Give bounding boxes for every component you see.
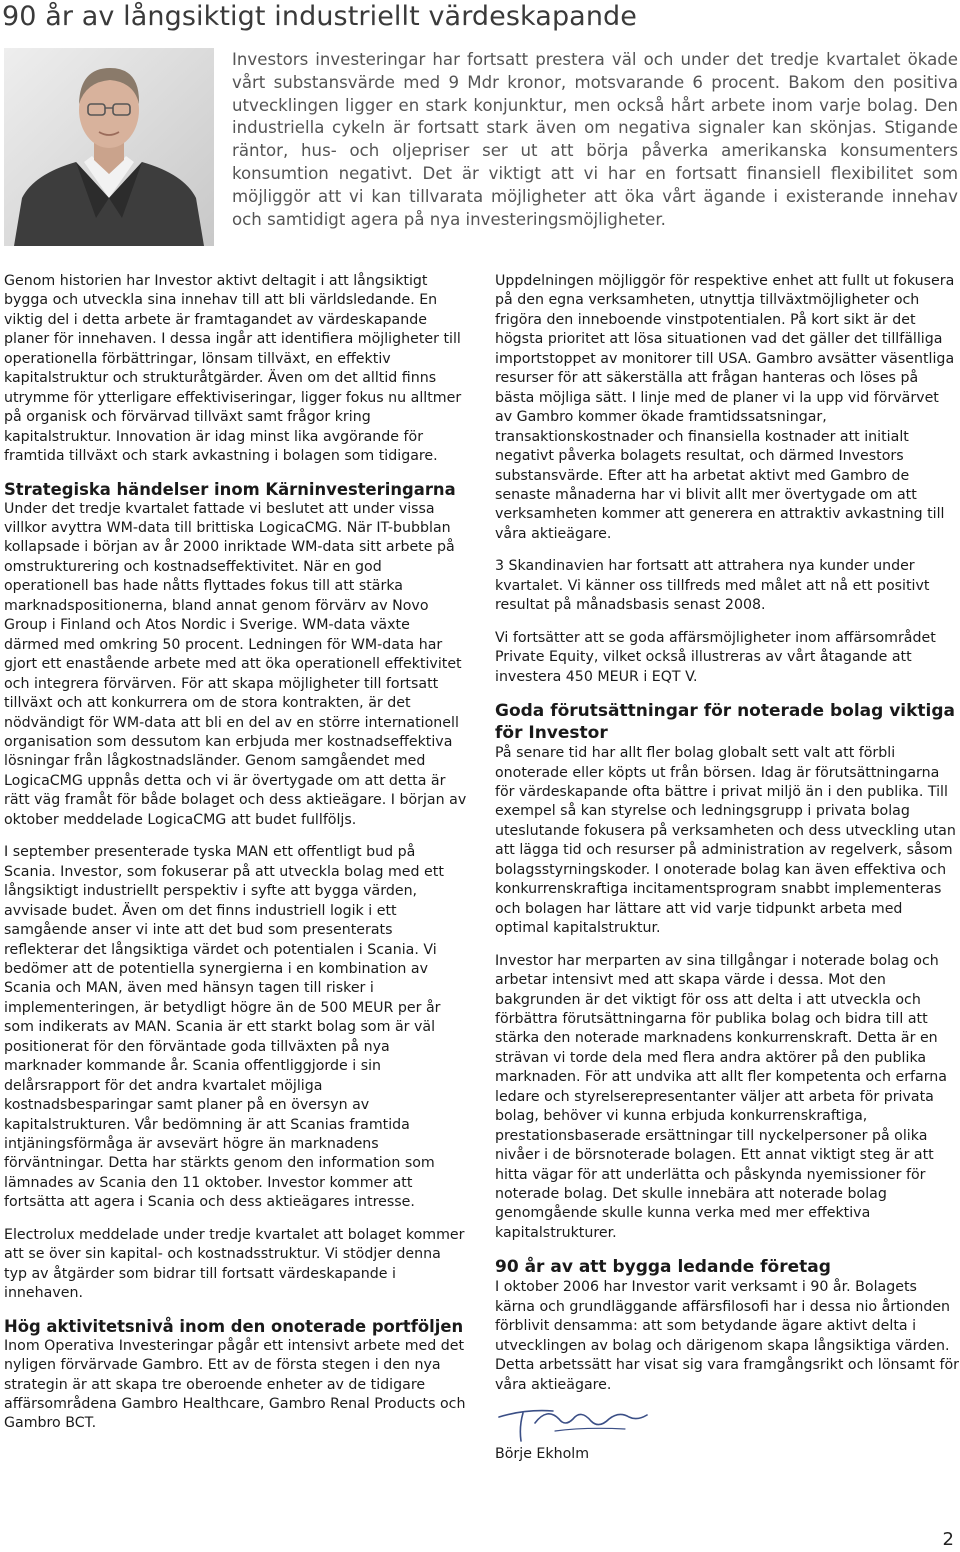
paragraph: 3 Skandinavien har fortsatt att attrahera nya kunder under kvartalet. Vi känner oss tillfreds med målet att nå ett positivt resultat på månadsbasis senast 2008. (495, 558, 930, 614)
paragraph: På senare tid har allt fler bolag globalt sett valt att förbli onoterade eller köpts ut från börsen. Idag är förutsättningarna för värdeskapande ofta bättre i privat miljö än i den publika. Till exempel så kan styrelse och ledningsgrupp i privata bolag uteslutande fokusera på verksamheten och dess utveckling utan att lägga tid och resurser på administration av regelverk, såsom bolagsstyrningskoder. I onoterade bolag kan även effektiva och konkurrenskraftiga incitamentsprogram snabbt implementeras och bolagen har lättare att vid varje tidpunkt arbeta med optimal kapitalstruktur. (495, 745, 956, 937)
paragraph: Investor har merparten av sina tillgångar i noterade bolag och arbetar intensivt med att skapa värde i dessa. Mot den bakgrunden är det viktigt för oss att delta i att utveckla och förbättra förutsättningarna för publika bolag och bidra till att stärka den noterade marknadens konkurrenskraft. Detta är en strävan vi torde dela med flera andra aktörer på den publika marknaden. För att undvika att allt fler kompetenta och erfarna ledare och styrelserepresentanter väljer att arbeta för privata bolag, behöver vi kunna erbjuda konkurrenskraftiga, prestationsbaserade ersättningar till nyckelpersoner på olika nivåer i de börsnoterade bolagen. Ett annat viktigt steg är att hitta vägar för att underlätta och påskynda nyemissioner för noterade bolag. Det skulle innebära att noterade bolag genomgående skulle kunna verka med mer effektiva kapitalstrukturer. (495, 952, 947, 1241)
paragraph: I oktober 2006 har Investor varit verksamt i 90 år. Bolagets kärna och grundläggande affärsfilosofi har i dessa nio årtionden förblivit densamma: att som betydande ägare aktivt delta i utvecklingen av bolag och därigenom skapa långsiktiga värden. Detta arbetssätt har visat sig vara framgångsrikt och lönsamt för våra aktieägare. (495, 1279, 959, 1393)
paragraph: Vi fortsätter att se goda affärsmöjligheter inom affärsområdet Private Equity, vilket också illustreras av vårt åtagande att investera 450 MEUR i EQT V. (495, 629, 936, 685)
intro-text: Investors investeringar har fortsatt prestera väl och under det tredje kvartalet ökade vårt substansvärde med 9 Mdr kronor, motsvarande 6 procent. Bakom den positiva utvecklingen ligger en stark konjunktur, men också hårt arbete inom varje bolag. Den industriella cykeln är fortsatt stark även om negativa signaler kan skönjas. Stigande räntor, hus- och oljepriser ser ut att börja påverka amerikanska konsumenters konsumtion negativt. Det är viktigt att vi har en fortsatt finansiell flexibilitet som möjliggör att vi kan tillvarata möjligheter att öka vårt ägande i existerande innehav och samtidigt agera på nya investeringsmöjligheter. (232, 50, 958, 229)
portrait-photo (4, 48, 214, 246)
section-heading: Strategiska händelser inom Kärninvesteringarna (4, 479, 456, 499)
left-column (4, 272, 468, 1447)
section-heading: Hög aktivitetsnivå inom den onoterade portföljen (4, 1316, 464, 1336)
page-title: 90 år av långsiktigt industriellt värdeskapande (2, 1, 637, 32)
section-heading: 90 år av att bygga ledande företag (495, 1257, 831, 1278)
right-column (495, 272, 959, 1465)
paragraph: Under det tredje kvartalet fattade vi beslutet att under vissa villkor avyttra WM-data till brittiska LogicaCMG. När IT-bubblan kollapsade i början av år 2000 inriktade WM-data sitt arbete på omstrukturering och kostnadseffektivitet. När en god operationell bas hade nåtts flyttades fokus till att stärka marknadspositionerna, bland annat genom förvärv av Novo Group i Finland och Atos Nordic i Sverige. WM-data växte därmed med omkring 50 procent. Ledningen för WM-data har gjort ett enastående arbete med att öka operationell effektivitet och integrera förvärven. För att skapa möjligheter till fortsatt tillväxt och att konkurrera om de stora kontrakten, är det nödvändigt för WM-data att bli en del av en större internationell organisation som dessutom kan erbjuda mer kostnadseffektiva lösningar från lågkostnadsländer. Genom samgåendet med LogicaCMG uppnås detta och vi är övertygade om att detta är rätt väg framåt för både bolaget och dess aktieägare. I början av oktober meddelade LogicaCMG att budet fullföljs. (4, 500, 467, 828)
paragraph: Inom Operativa Investeringar pågår ett intensivt arbete med det nyligen förvärvade Gambro. Ett av de första stegen i den nya strategin är att skapa tre oberoende enheter av de tidigare affärsområdena Gambro Healthcare, Gambro Renal Products och Gambro BCT. (4, 1337, 466, 1432)
paragraph: Uppdelningen möjliggör för respektive enhet att fullt ut fokusera på den egna verksamheten, utnyttja tillväxtmöjligheter och frigöra den inneboende vinstpotentialen. På kort sikt är det högsta prioritet att lösa situationen vad det gäller det tillfälliga importstoppet av monitorer till USA. Gambro avsätter väsentliga resurser för att säkerställa att frågan hanteras och löses på bästa möjliga sätt. I linje med de planer vi la upp vid förvärvet av Gambro kommer ökade framtidssatsningar, transaktionskostnader och finansiella kostnader att initialt negativt påverka bolagets resultat, och därmed Investors substansvärde. Efter att ha arbetat aktivt med Gambro de senaste månaderna har vi blivit allt mer övertygade om att verksamheten kommer att generera en attraktiv avkastning till våra aktieägare. (495, 273, 955, 542)
page-number: 2 (942, 1529, 954, 1550)
paragraph: I september presenterade tyska MAN ett offentligt bud på Scania. Investor, som fokuserar på att utveckla bolag med ett långsiktigt industriellt perspektiv i syfte att bygga värden, avvisade budet. Även om det finns industriell logik i ett samgående anser vi inte att det bud som presenterats reflekterar det långsiktiga värdet och potentialen i Scania. Vi bedömer att de potentiella synergierna i en kombination av Scania och MAN, även med hänsyn tagen till risker i implementeringen, är betydligt högre än de 500 MEUR per år som indikerats av MAN. Scania är ett starkt bolag som är väl positionerat för den förväntade goda tillväxten på nya marknader kommande år. Scania offentliggjorde i sin delårsrapport för det andra kvartalet möjliga kostnadsbesparingar samt planer på en översyn av kapitalstrukturen. Vår bedömning är att Scanias framtida intjäningsförmåga är avsevärt högre än marknadens förväntningar. Detta har stärkts genom den information som lämnades av Scania den 11 oktober. Investor kommer att fortsätta att agera i Scania och dess aktieägares intresse. (4, 844, 444, 1211)
section-heading: Goda förutsättningar för noterade bolag viktiga för Investor (495, 701, 956, 744)
signature-icon (495, 1397, 959, 1443)
paragraph: Genom historien har Investor aktivt deltagit i att långsiktigt bygga och utveckla sina innehav till att bli världsledande. En viktig del i detta arbete är framtagandet av värdeskapande planer för innehaven. I dessa ingår att identifiera möjligheter till operationella förbättringar, lönsam tillväxt, en effektiv kapitalstruktur och strukturåtgärder. Även om det alltid finns utrymme för ytterligare effektiviseringar, ligger fokus nu alltmer på organisk och förvärvad tillväxt samt frågor kring kapitalstruktur. Innovation är idag minst lika avgörande för framtida tillväxt och stark avkastning i bolagen som tidigare. (4, 273, 462, 465)
signer-name: Börje Ekholm (495, 1446, 590, 1463)
paragraph: Electrolux meddelade under tredje kvartalet att bolaget kommer att se över sin kapital- och kostnadsstruktur. Vi stödjer denna typ av åtgärder som bidrar till fortsatt värdeskapande i innehaven. (4, 1226, 465, 1302)
